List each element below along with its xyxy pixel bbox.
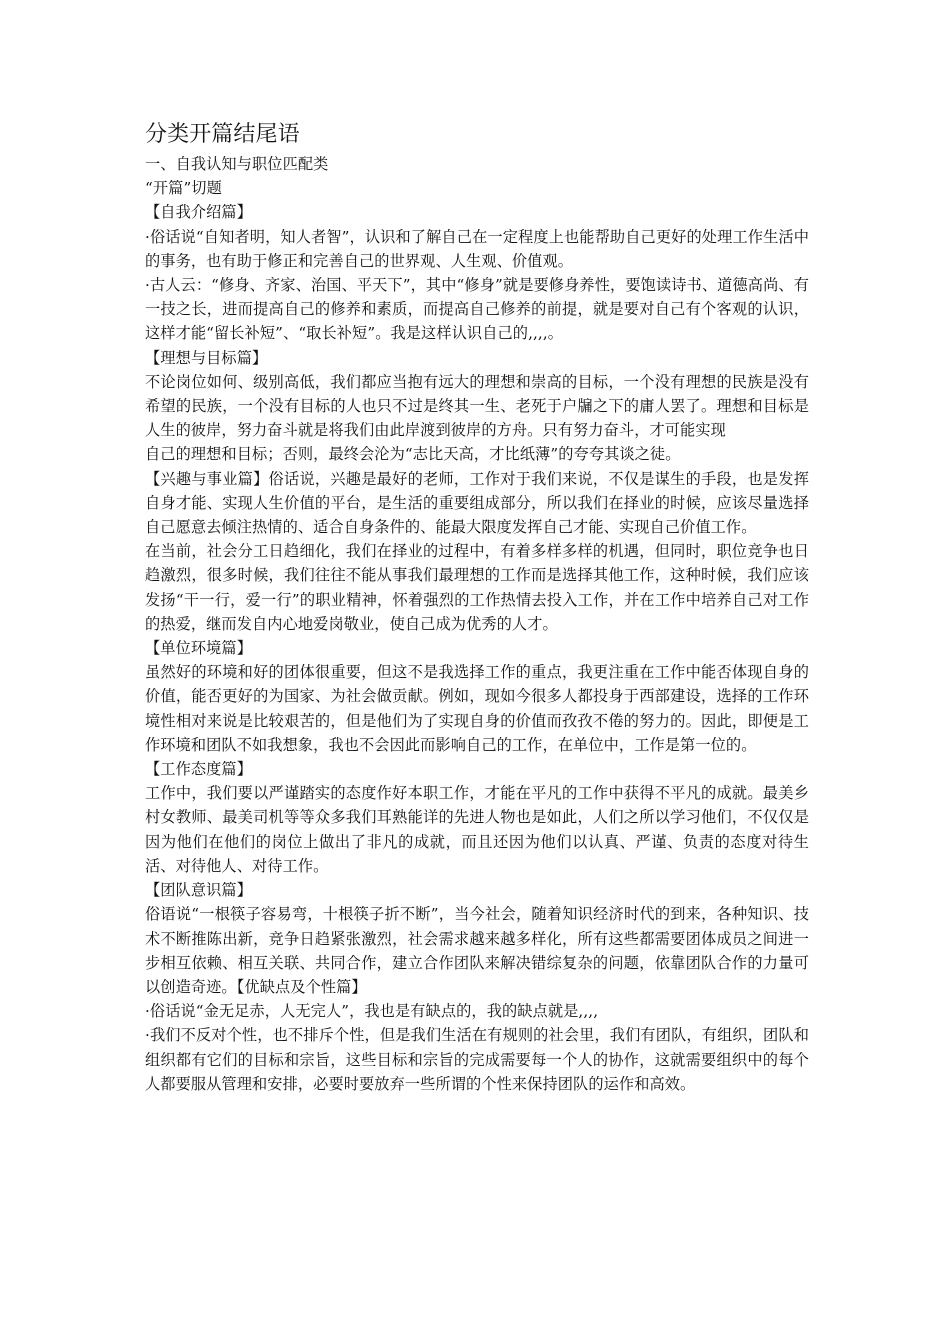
paragraph: 自己的理想和目标；否则，最终会沦为“志比天高，才比纸薄”的夸夸其谈之徒。 [145, 445, 681, 464]
section-self-intro: 【自我介绍篇】 [145, 203, 253, 222]
subheading: “开篇”切题 [145, 179, 222, 198]
section-unit-env: 【单位环境篇】 [145, 639, 253, 658]
paragraph: ·我们不反对个性，也不排斥个性，但是我们生活在有规则的社会里，我们有团队，有组织，团队和组织都有它们的目标和宗旨，这些目标和宗旨的完成需要每一个人的协作，这就需要组织中的每个人都要服从管理和安排，必要时要放弃一些所谓的个性来保持团队的运作和高效。 [145, 1026, 809, 1093]
section-ideal: 【理想与目标篇】 [145, 348, 268, 367]
document-title: 分类开篇结尾语 [145, 122, 300, 147]
paragraph: 不论岗位如何、级别高低，我们都应当抱有远大的理想和崇高的目标，一个没有理想的民族是没有希望的民族，一个没有目标的人也只不过是终其一生、老死于户牖之下的庸人罢了。理想和目标是人生的彼岸，努力奋斗就是将我们由此岸渡到彼岸的方舟。只有努力奋斗，才可能实现 [145, 372, 809, 440]
paragraph: ·古人云：“修身、齐家、治国、平天下”，其中“修身”就是要修身养性，要饱读诗书、道德高尚、有一技之长，进而提高自己的修养和素质，而提高自己修养的前提，就是要对自己有个客观的认识，这样才能“留长补短”、“取长补短”。我是这样认识自己的,,,,。 [145, 276, 809, 343]
section-work-attitude: 【工作态度篇】 [145, 760, 253, 779]
paragraph: 在当前，社会分工日趋细化，我们在择业的过程中，有着多样多样的机遇，但同时，职位竞争也日趋激烈，很多时候，我们往往不能从事我们最理想的工作而是选择其他工作，这种时候，我们应该发扬“干一行，爱一行”的职业精神，怀着强烈的工作热情去投入工作，并在工作中培养自己对工作的热爱，继而发自内心地爱岗敬业，使自己成为优秀的人才。 [145, 542, 809, 633]
paragraph: 俗语说“一根筷子容易弯，十根筷子折不断”，当今社会，随着知识经济时代的到来，各种知识、技术不断推陈出新，竞争日趋紧张激烈，社会需求越来越多样化，所有这些都需要团体成员之间进一步相互依赖、相互关联、共同合作，建立合作团队来解决错综复杂的问题，依靠团队合作的力量可以创造奇迹。【优缺点及个性篇】 [145, 905, 809, 996]
paragraph: 工作中，我们要以严谨踏实的态度作好本职工作，才能在平凡的工作中获得不平凡的成就。最美乡村女教师、最美司机等等众多我们耳熟能详的先进人物也是如此，人们之所以学习他们，不仅仅是因为他们在他们的岗位上做出了非凡的成就，而且还因为他们以认真、严谨、负责的态度对待生活、对待他人、对待工作。 [145, 784, 809, 875]
document-page [145, 118, 809, 1096]
paragraph: ·俗话说“自知者明，知人者智”，认识和了解自己在一定程度上也能帮助自己更好的处理工作生活中的事务，也有助于修正和完善自己的世界观、人生观、价值观。 [145, 227, 809, 270]
paragraph: 【兴趣与事业篇】俗话说，兴趣是最好的老师，工作对于我们来说，不仅是谋生的手段，也是发挥自身才能、实现人生价值的平台，是生活的重要组成部分，所以我们在择业的时候，应该尽量选择自己愿意去倾注热情的、适合自身条件的、能最大限度发挥自己才能、实现自己价值工作。 [145, 469, 809, 537]
section-team: 【团队意识篇】 [145, 881, 253, 900]
paragraph: 虽然好的环境和好的团体很重要，但这不是我选择工作的重点，我更注重在工作中能否体现自身的价值，能否更好的为国家、为社会做贡献。例如，现如今很多人都投身于西部建设，选择的工作环境性相对来说是比较艰苦的，但是他们为了实现自身的价值而孜孜不倦的努力的。因此，即便是工作环境和团队不如我想象，我也不会因此而影响自己的工作，在单位中，工作是第一位的。 [145, 663, 809, 754]
section-heading: 一、自我认知与职位匹配类 [145, 155, 329, 173]
paragraph: ·俗话说“金无足赤，人无完人”，我也是有缺点的，我的缺点就是,,,, [145, 1002, 599, 1021]
